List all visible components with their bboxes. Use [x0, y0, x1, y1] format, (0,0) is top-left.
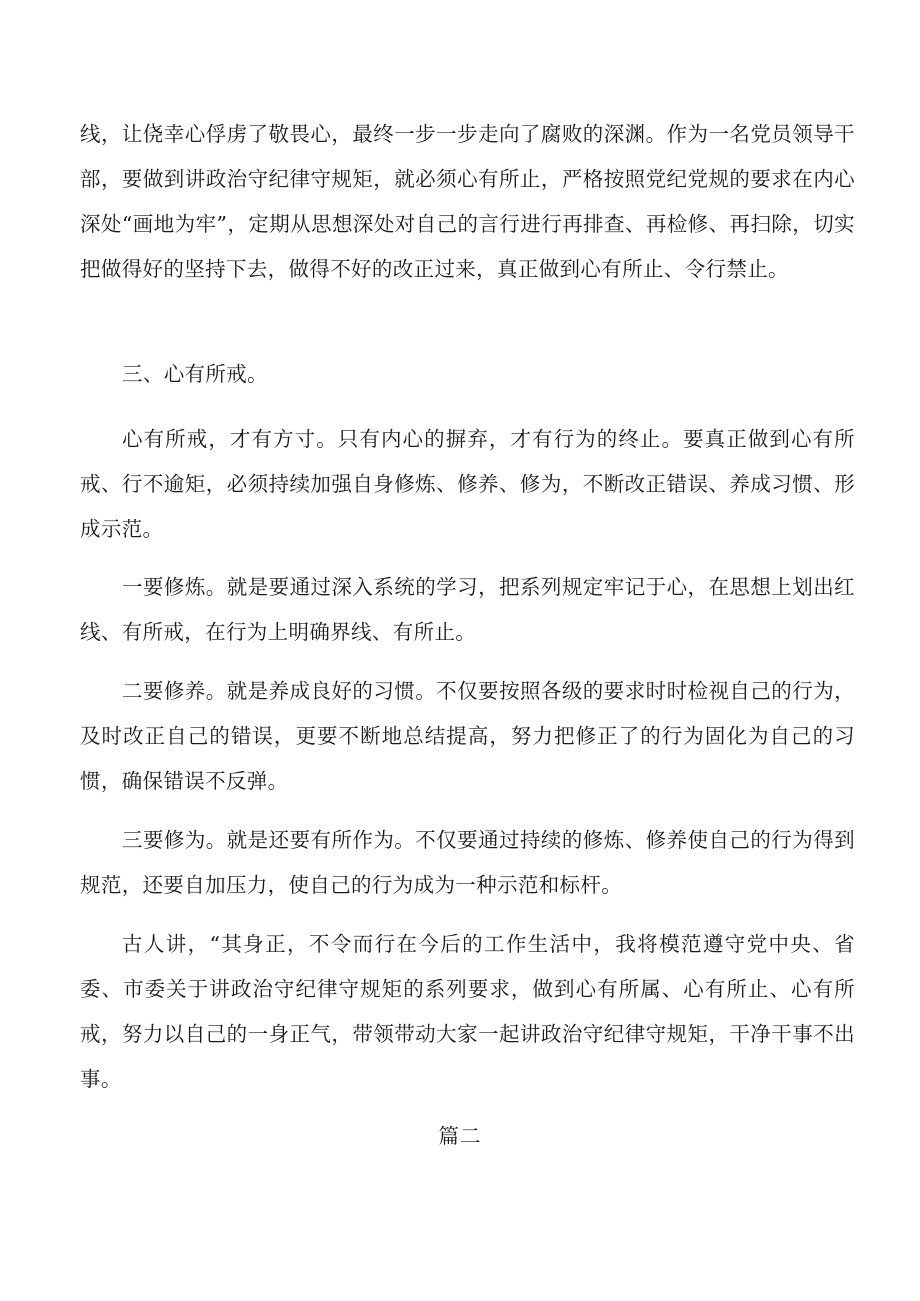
paragraph-action: 三要修为。就是还要有所作为。不仅要通过持续的修炼、修养使自己的行为得到规范，还要自加压力，使自己的行为成为一种示范和标杆。 [80, 828, 855, 897]
paragraph-ancient-saying: 古人讲，“其身正，不令而行在今后的工作生活中，我将模范遵守党中央、省委、市委关于讲政治守纪律守规矩的系列要求，做到心有所属、心有所止、心有所戒，努力以自己的一身正气，带领带动大家一起讲政治守纪律守规矩，干净干事不出事。 [80, 932, 855, 1091]
paragraph-self-discipline: 二要修养。就是养成良好的习惯。不仅要按照各级的要求时时检视自己的行为，及时改正自己的错误，更要不断地总结提高，努力把修正了的行为固化为自己的习惯，确保错误不反弹。 [80, 679, 855, 793]
paragraph-continuation: 线，让侥幸心俘虏了敬畏心，最终一步一步走向了腐败的深渊。作为一名党员领导干部，要做到讲政治守纪律守规矩，就必须心有所止，严格按照党纪党规的要求在内心深处“画地为牢”，定期从思想深处对自己的言行进行再排查、再检修、再扫除，切实把做得好的坚持下去，做得不好的改正过来，真正做到心有所止、令行禁止。 [80, 122, 855, 281]
section-heading-three: 三、心有所戒。 [122, 362, 268, 386]
paragraph-heart-restraint: 心有所戒，才有方寸。只有内心的摒弃，才有行为的终止。要真正做到心有所戒、行不逾矩，必须持续加强自身修炼、修养、修为，不断改正错误、养成习惯、形成示范。 [80, 427, 855, 541]
paragraph-cultivation: 一要修炼。就是要通过深入系统的学习，把系列规定牢记于心，在思想上划出红线、有所戒，在行为上明确界线、有所止。 [80, 575, 855, 644]
section-title: 篇二 [438, 1124, 482, 1148]
